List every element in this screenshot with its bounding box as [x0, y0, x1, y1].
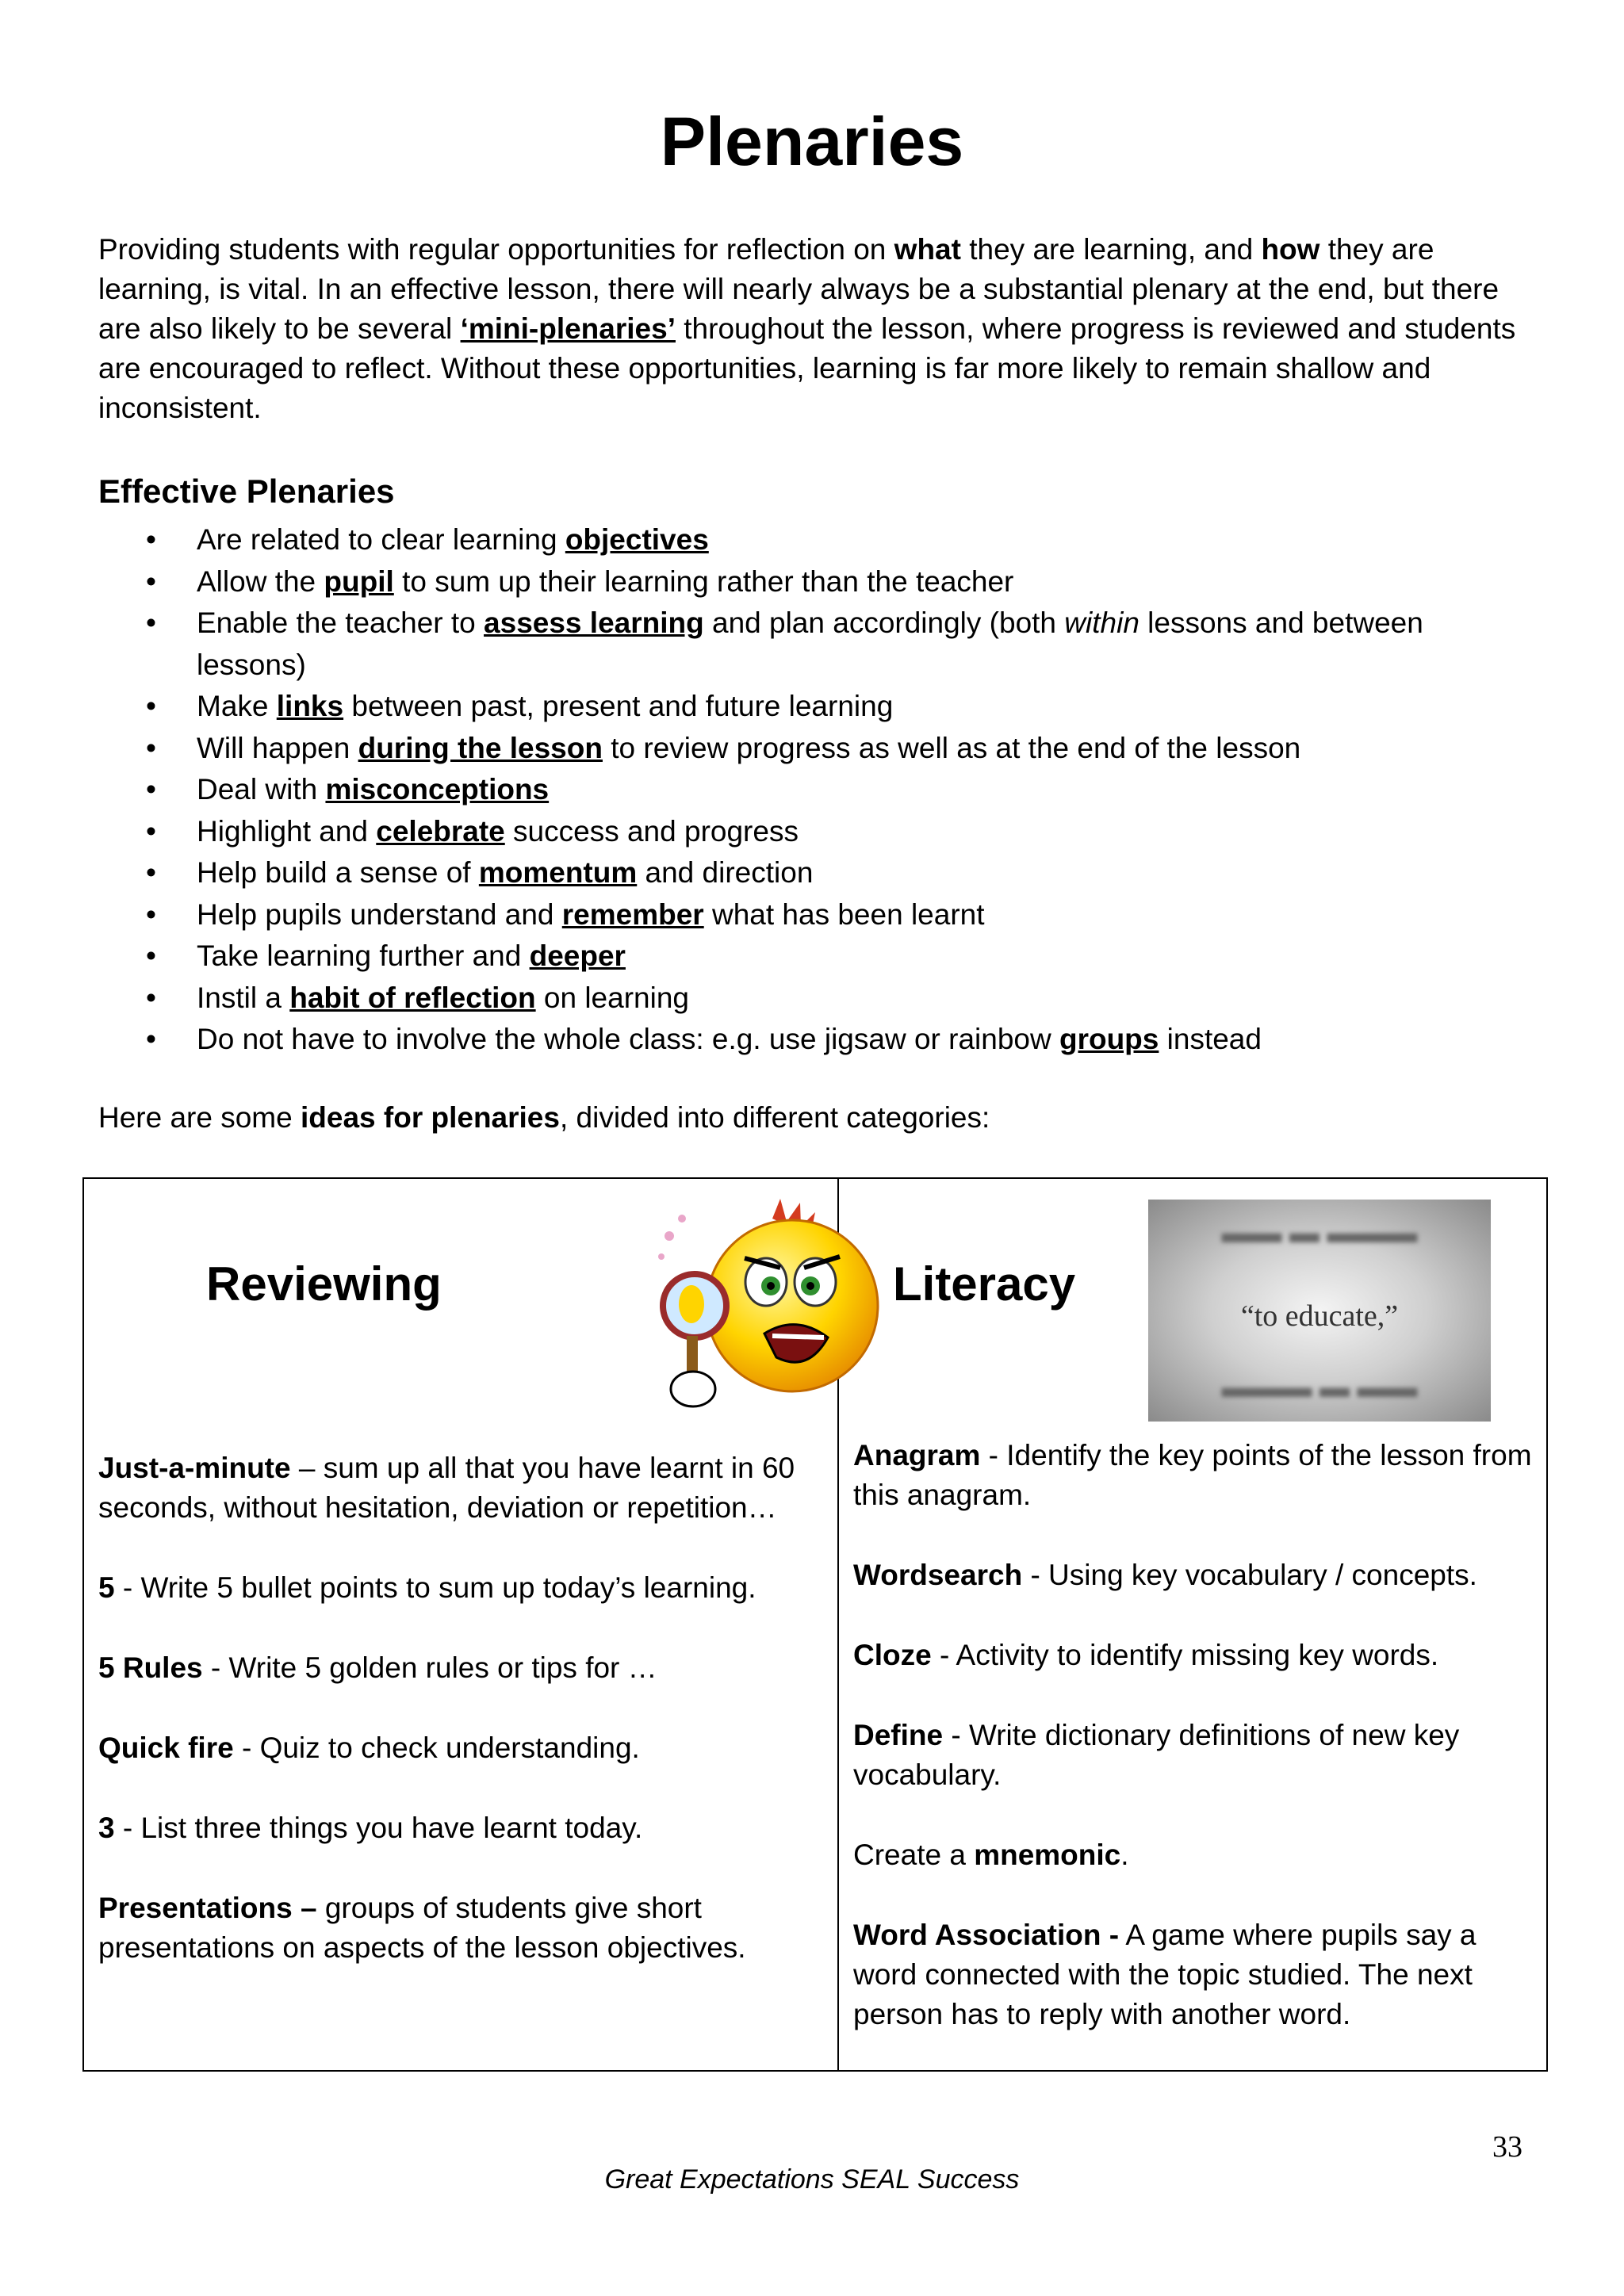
literacy-list — [853, 1436, 1535, 2075]
list-item: Create a mnemonic. — [853, 1839, 1129, 1871]
literacy-heading: Literacy — [893, 1257, 1076, 1311]
literacy-column — [839, 1179, 1548, 2070]
intro-text: they are learning, is vital. In an effective lesson, there will nearly always be a substantial plenary at the end, but there are also likely to be several — [98, 233, 1500, 345]
bullet-item: • Highlight and celebrate success and progress — [98, 811, 1534, 853]
list-item: Cloze - Activity to identify missing key words. — [853, 1639, 1439, 1671]
bullet-item: • Allow the pupil to sum up their learning rather than the teacher — [98, 561, 1534, 603]
intro-text: Providing students with regular opportunities for reflection on — [98, 233, 894, 266]
list-item: Define - Write dictionary definitions of new key vocabulary. — [853, 1719, 1460, 1791]
bullet-item: • Help build a sense of momentum and direction — [98, 852, 1534, 894]
bullet-item: • Make links between past, present and future learning — [98, 686, 1534, 728]
page-footer: Great Expectations SEAL Success — [604, 2164, 1020, 2195]
intro-mini-plenaries: ‘mini-plenaries’ — [460, 312, 676, 345]
bullet-item: • Are related to clear learning objectives — [98, 519, 1534, 561]
page-number: 33 — [1492, 2130, 1522, 2164]
list-item: Anagram - Identify the key points of the lesson from this anagram. — [853, 1439, 1532, 1511]
list-item: 5 - Write 5 bullet points to sum up today’s learning. — [98, 1571, 756, 1604]
list-item: 3 - List three things you have learnt today. — [98, 1812, 643, 1844]
bullet-item: • Take learning further and deeper — [98, 936, 1534, 978]
intro-bold-what: what — [894, 233, 961, 266]
intro-text: throughout the lesson, where progress is reviewed and students are encouraged to reflect. Without these opportunities, learning is far more likely to remain shallow and inconsistent. — [98, 312, 1516, 424]
list-item: 5 Rules - Write 5 golden rules or tips for … — [98, 1651, 657, 1684]
plenary-ideas-table — [82, 1177, 1548, 2072]
reviewing-column — [84, 1179, 837, 2070]
intro-paragraph — [98, 230, 1534, 428]
list-item: Presentations – groups of students give short presentations on aspects of the lesson objectives. — [98, 1892, 746, 1964]
reviewing-list — [98, 1448, 812, 2008]
bullet-item: • Deal with misconceptions — [98, 769, 1534, 811]
photo-text-blur: ▬▬ ▬ ▬▬▬ — [1221, 1216, 1418, 1249]
photo-text: “to educate,” — [1240, 1299, 1399, 1333]
list-item: Wordsearch - Using key vocabulary / concepts. — [853, 1559, 1477, 1591]
list-item: Quick fire - Quiz to check understanding. — [98, 1732, 640, 1764]
photo-text-blur: ▬▬▬ ▬ ▬▬ — [1221, 1371, 1418, 1404]
page-title: Plenaries — [660, 104, 964, 180]
intro-bold-how: how — [1261, 233, 1320, 266]
effective-plenaries-heading: Effective Plenaries — [98, 473, 395, 510]
bullet-item: • Will happen during the lesson to review progress as well as at the end of the lesson — [98, 728, 1534, 770]
intro-text: they are learning, and — [960, 233, 1262, 266]
bullet-item: • Enable the teacher to assess learning and plan accordingly (both within lessons and between lessons) — [98, 603, 1534, 686]
bullet-item: • Help pupils understand and remember what has been learnt — [98, 894, 1534, 936]
effective-plenaries-list — [98, 519, 1534, 1061]
dictionary-photo — [1148, 1200, 1491, 1422]
bullet-item: • Instil a habit of reflection on learning — [98, 978, 1534, 1020]
bullet-item: • Do not have to involve the whole class: e.g. use jigsaw or rainbow groups instead — [98, 1019, 1534, 1061]
reviewing-heading: Reviewing — [206, 1257, 442, 1311]
ideas-intro: Here are some ideas for plenaries, divided into different categories: — [98, 1101, 990, 1134]
list-item: Just-a-minute – sum up all that you have learnt in 60 seconds, without hesitation, deviation or repetition… — [98, 1452, 795, 1524]
list-item: Word Association - A game where pupils say a word connected with the topic studied. The next person has to reply with another word. — [853, 1919, 1477, 2030]
